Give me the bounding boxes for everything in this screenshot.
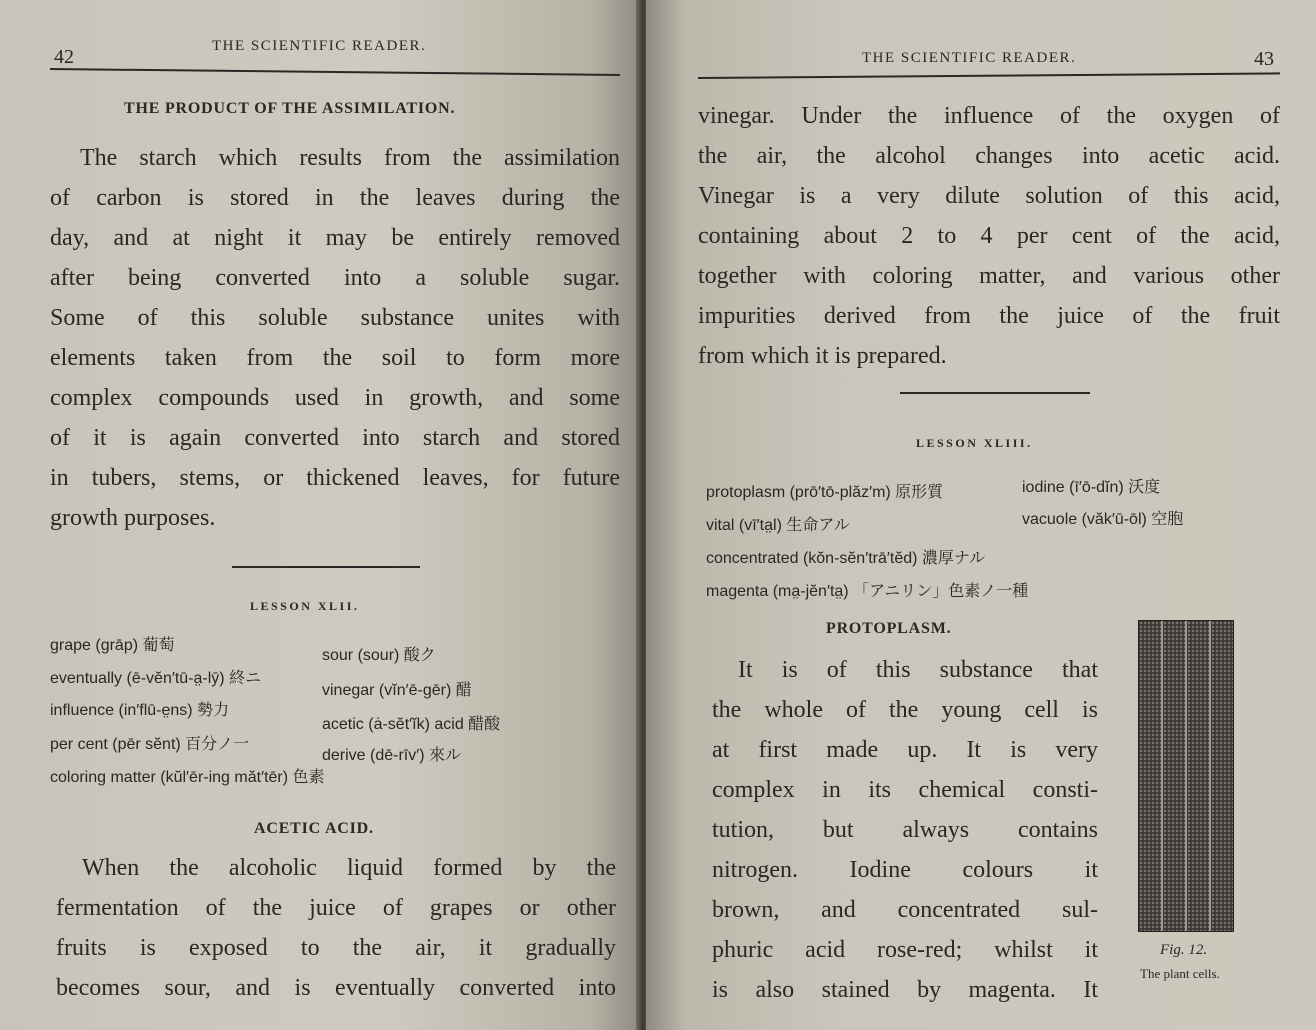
text-line: tution, but always contains	[712, 817, 1098, 843]
text-line: When the alcoholic liquid formed by the	[82, 855, 616, 881]
text-line: is also stained by magenta. It	[712, 977, 1098, 1003]
vocab-entry: grape (grāp) 葡萄	[50, 637, 175, 654]
paragraph-acetic-acid	[56, 848, 616, 1008]
text-line: the whole of the young cell is	[712, 697, 1098, 723]
page-number-right: 43	[1254, 48, 1274, 70]
text-line: of it is again converted into starch and stored	[50, 425, 620, 451]
vocab-entry: eventually (ē-vĕn′tū-a̤-lȳ) 終ニ	[50, 670, 262, 687]
vocab-entry: iodine (ī′ō-dĭn) 沃度	[1022, 479, 1161, 496]
text-line: Some of this soluble substance unites with	[50, 305, 620, 331]
text-line: phuric acid rose-red; whilst it	[712, 937, 1098, 963]
text-line: The starch which results from the assimilation	[80, 145, 620, 171]
section-divider-left	[232, 566, 420, 568]
text-line: after being converted into a soluble sugar.	[50, 265, 620, 291]
text-line: fermentation of the juice of grapes or other	[56, 895, 616, 921]
text-line: growth purposes.	[50, 505, 216, 531]
plant-cells-figure	[1138, 620, 1234, 932]
page-number-left: 42	[54, 46, 74, 68]
vocab-entry: coloring matter (kŭl′ēr-ing măt′tēr) 色素	[50, 769, 325, 786]
text-line: complex in its chemical consti-	[712, 777, 1098, 803]
text-line: becomes sour, and is eventually converted into	[56, 975, 616, 1001]
paragraph-protoplasm	[712, 650, 1098, 1010]
text-line: impurities derived from the juice of the fruit	[698, 303, 1280, 329]
section-title-product-of-assimilation: THE PRODUCT OF THE ASSIMILATION.	[124, 100, 456, 117]
text-line: of carbon is stored in the leaves during the	[50, 185, 620, 211]
section-title-protoplasm: PROTOPLASM.	[826, 620, 952, 637]
vocab-entry: vinegar (vĭn′ē-gēr) 醋	[322, 682, 472, 699]
vocab-entry: sour (sour) 酸ク	[322, 647, 436, 664]
figure-caption: The plant cells.	[1140, 966, 1220, 981]
vocab-entry: derive (dē-rīv′) 來ル	[322, 747, 462, 764]
text-line: nitrogen. Iodine colours it	[712, 857, 1098, 883]
running-head-right: THE SCIENTIFIC READER.	[862, 50, 1077, 66]
vocab-entry: per cent (pēr sĕnt) 百分ノ一	[50, 736, 250, 753]
lesson-title-43: LESSON XLIII.	[916, 436, 1033, 450]
text-line: Vinegar is a very dilute solution of this acid,	[698, 183, 1280, 209]
vocab-entry: vacuole (văk′ū-ōl) 空胞	[1022, 511, 1184, 528]
running-head-left: THE SCIENTIFIC READER.	[212, 38, 427, 54]
vocab-entry: acetic (ȧ-sĕt′ĭk) acid 醋酸	[322, 716, 501, 733]
text-line: It is of this substance that	[738, 657, 1098, 683]
text-line: brown, and concentrated sul-	[712, 897, 1098, 923]
text-line: vinegar. Under the influence of the oxygen of	[698, 103, 1280, 129]
figure-label: Fig. 12.	[1160, 942, 1208, 958]
text-line: at first made up. It is very	[712, 737, 1098, 763]
section-title-acetic-acid: ACETIC ACID.	[254, 820, 374, 837]
text-line: the air, the alcohol changes into acetic acid.	[698, 143, 1280, 169]
paragraph-assimilation	[50, 138, 620, 538]
text-line: day, and at night it may be entirely removed	[50, 225, 620, 251]
paragraph-vinegar	[698, 96, 1280, 376]
vocab-entry: protoplasm (prō′tō-plăz′m) 原形質	[706, 484, 944, 501]
text-line: elements taken from the soil to form more	[50, 345, 620, 371]
text-line: complex compounds used in growth, and some	[50, 385, 620, 411]
text-line: from which it is prepared.	[698, 343, 947, 369]
text-line: fruits is exposed to the air, it gradually	[56, 935, 616, 961]
text-line: together with coloring matter, and various other	[698, 263, 1280, 289]
text-line: containing about 2 to 4 per cent of the acid,	[698, 223, 1280, 249]
lesson-title-42: LESSON XLII.	[250, 599, 360, 613]
vocab-entry: influence (in′flū-e̤ns) 勢力	[50, 702, 230, 719]
vocab-entry: magenta (ma̤-jĕn′ta̤) 「アニリン」色素ノ一種	[706, 583, 1029, 600]
text-line: in tubers, stems, or thickened leaves, for future	[50, 465, 620, 491]
section-divider-right	[900, 392, 1090, 394]
vocab-entry: vital (vī′ta̤l) 生命アル	[706, 517, 850, 534]
vocab-entry: concentrated (kŏn-sĕn′trā′tĕd) 濃厚ナル	[706, 550, 986, 567]
